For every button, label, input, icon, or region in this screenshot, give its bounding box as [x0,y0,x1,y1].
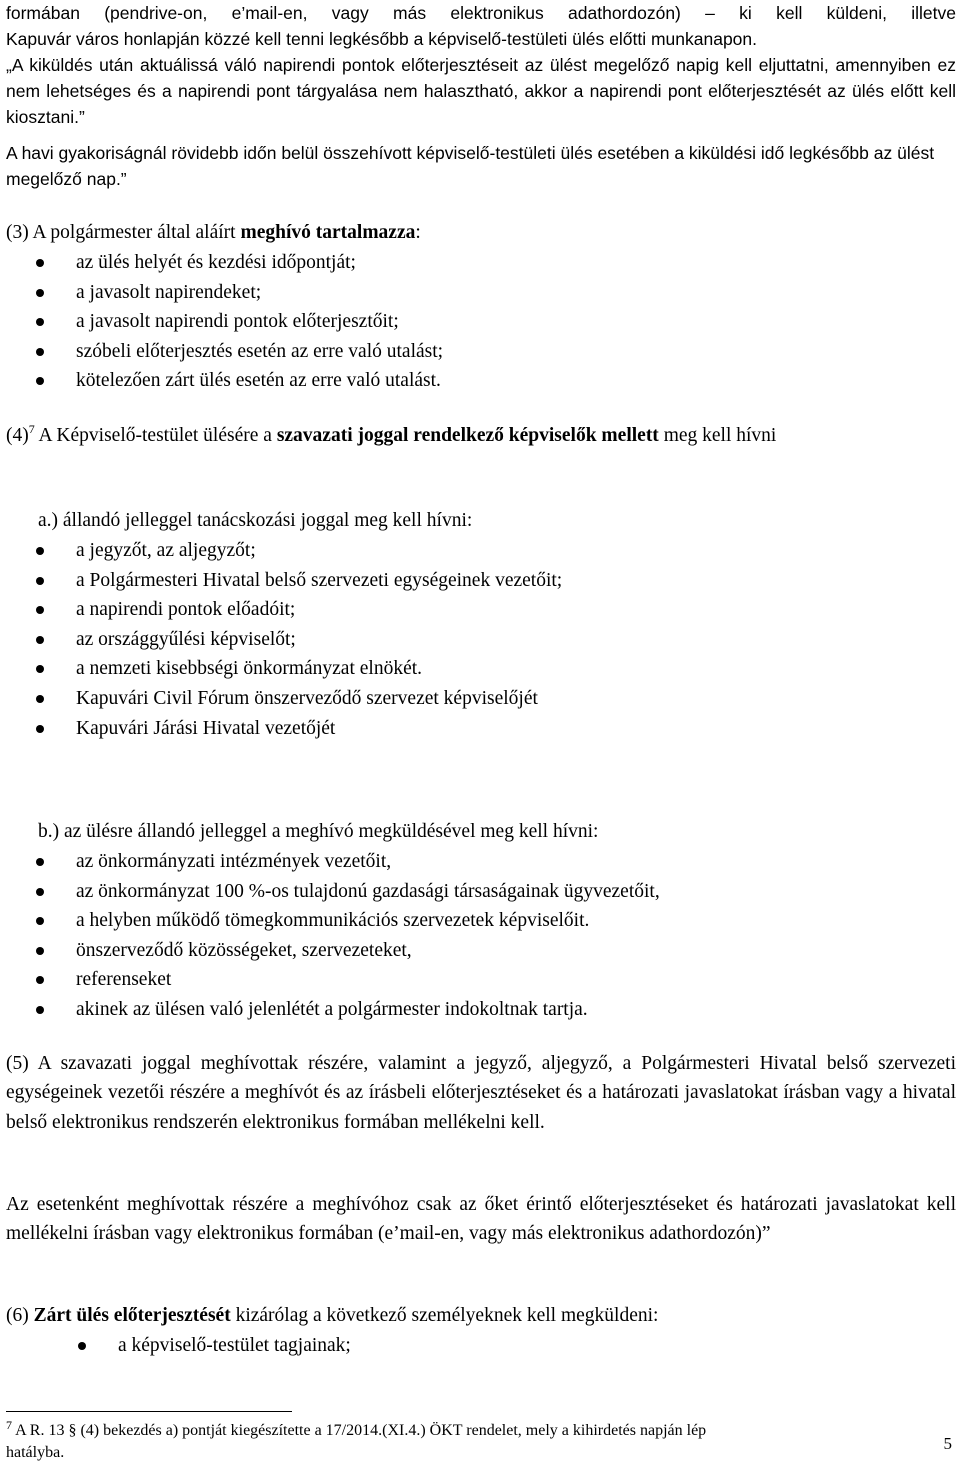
bullet-icon [36,348,44,356]
list-item [0,877,956,907]
bullet-icon [36,917,44,925]
bullet-icon [36,606,44,614]
section-4-text-a: A Képviselő-testület ülésére a [34,425,277,446]
list-item [0,965,956,995]
section-6-bold: Zárt ülés előterjesztését [33,1305,231,1326]
section-3-prefix: (3) A polgármester által aláírt [6,222,241,243]
list-item-text: az ülés helyét és kezdési időpontját; [76,252,356,273]
page-number: 5 [943,1434,952,1453]
list-item [0,714,956,744]
section-6-list [0,1331,956,1361]
bullet-icon [36,725,44,733]
list-item [0,248,956,278]
list-item [0,995,956,1025]
list-item-text: a javasolt napirendeket; [76,281,262,303]
list-item-text: a képviselő-testület tagjainak; [118,1335,351,1356]
intro-paragraph [6,0,956,52]
list-item [0,566,956,596]
intro-line-2: Kapuvár város honlapján közzé kell tenni legkésőbb a képviselő-testületi ülés előtti munkanapon. [6,29,758,50]
footnote-text: A R. 13 § (4) bekezdés a) pontját kiegészítette a 17/2014.(XI.4.) ÖKT rendelet, mely a kihirdetés napján lép [12,1422,707,1439]
bullet-icon [36,947,44,955]
list-item-text: szóbeli előterjesztés esetén az erre való utalást; [76,340,444,362]
list-item-text: akinek az ülésen való jelenlétét a polgármester indokoltnak tartja. [76,998,588,1020]
section-3-heading [6,218,956,247]
section-4-text-b: meg kell hívni [658,425,777,446]
section-4-number: (4) [6,425,29,446]
bullet-icon [36,1006,44,1014]
section-3-list [0,248,956,396]
section-4-bold: szavazati joggal rendelkező képviselők mellett [276,425,659,446]
list-item-text: a helyben működő tömegkommunikációs szervezetek képviselőit. [76,910,590,932]
list-item-text: a jegyzőt, az aljegyzőt; [76,540,256,561]
list-item-text: a napirendi pontok előadóit; [76,599,296,621]
list-item [0,625,956,655]
section-5-paragraph-2: Az esetenként meghívottak részére a meghívóhoz csak az őket érintő előterjesztéseket és határozati javaslatokat kell mellékelni írásban vagy elektronikus formában (e’mail-en, vagy más elektronikus adathordozón)” [6,1194,956,1245]
intro-line-1: formában (pendrive-on, e’mail-en, vagy más elektronikus adathordozón) – ki kell küldeni, illetve [6,3,956,23]
bullet-icon [36,259,44,267]
list-item [0,936,956,966]
quote-paragraph-2: A havi gyakoriságnál rövidebb időn belül összehívott képviselő-testületi ülés esetében a kiküldési idő legkésőbb az ülést megelőző nap.” [6,143,935,190]
list-item-text: a javasolt napirendi pontok előterjesztőit; [76,311,399,333]
list-item-text: referenseket [76,969,172,991]
list-item [0,595,956,625]
bullet-icon [36,888,44,896]
list-item-text: önszerveződő közösségeket, szervezeteket, [76,939,412,961]
section-4b-list [0,847,956,1025]
section-3-suffix: : [415,222,421,243]
list-item-text: Kapuvári Civil Fórum önszerveződő szervezet képviselőjét [76,687,538,709]
list-item [0,684,956,714]
section-4a-list [0,536,956,743]
list-item [0,536,956,566]
section-6-heading [6,1301,956,1330]
bullet-icon [36,289,44,297]
bullet-icon [36,858,44,866]
list-item [0,1331,956,1361]
bullet-icon [78,1342,86,1350]
list-item-text: az önkormányzat 100 %-os tulajdonú gazdasági társaságainak ügyvezetőit, [76,880,660,902]
list-item [0,278,956,308]
footnote-ref[interactable]: 7 [28,422,35,436]
bullet-icon [36,665,44,673]
footnote-divider [6,1411,292,1412]
section-5-paragraph-1: (5) A szavazati joggal meghívottak részére, valamint a jegyző, aljegyző, a Polgármesteri Hivatal belső szervezeti egységeinek vezetői részére a meghívót és az írásbeli előterjesztéseket és a határozati javaslatokat írásban vagy a hivatal belső elektronikus rendszerén elektronikus formában mellékelni kell. [6,1053,956,1133]
list-item-text: a Polgármesteri Hivatal belső szervezeti egységeinek vezetőit; [76,569,563,591]
list-item [0,847,956,877]
list-item-text: az országgyűlési képviselőt; [76,628,296,650]
bullet-icon [36,636,44,644]
section-4b-heading: b.) az ülésre állandó jelleggel a meghívó megküldésével meg kell hívni: [38,821,599,842]
footnote [6,1420,946,1464]
section-4-heading [6,421,956,450]
section-3-bold: meghívó tartalmazza [240,222,416,243]
list-item-text: a nemzeti kisebbségi önkormányzat elnökét. [76,658,423,680]
footnote-number: 7 [6,1418,12,1432]
list-item [0,906,956,936]
quote-paragraph-1: „A kiküldés után aktuálissá váló napirendi pontok előterjesztéseit az ülést megelőző napig kell eljuttatni, amennyiben ez nem lehetséges és a napirendi pont tárgyalása nem halasztható, akkor a napirendi pont előterjesztését az ülés előtt kell kiosztani.” [6,55,956,128]
list-item [0,366,956,396]
section-4a-heading: a.) állandó jelleggel tanácskozási joggal meg kell hívni: [38,510,473,531]
list-item [0,337,956,367]
section-6-text: kizárólag a következő személyeknek kell megküldeni: [230,1305,659,1326]
list-item-text: az önkormányzati intézmények vezetőit, [76,851,392,872]
bullet-icon [36,377,44,385]
list-item [0,654,956,684]
list-item [0,307,956,337]
bullet-icon [36,318,44,326]
bullet-icon [36,976,44,984]
bullet-icon [36,577,44,585]
list-item-text: kötelezően zárt ülés esetén az erre való utalást. [76,370,441,392]
list-item-text: Kapuvári Járási Hivatal vezetőjét [76,717,336,739]
bullet-icon [36,547,44,555]
bullet-icon [36,695,44,703]
footnote-text-continued: hatályba. [6,1444,65,1461]
section-6-number: (6) [6,1305,34,1326]
